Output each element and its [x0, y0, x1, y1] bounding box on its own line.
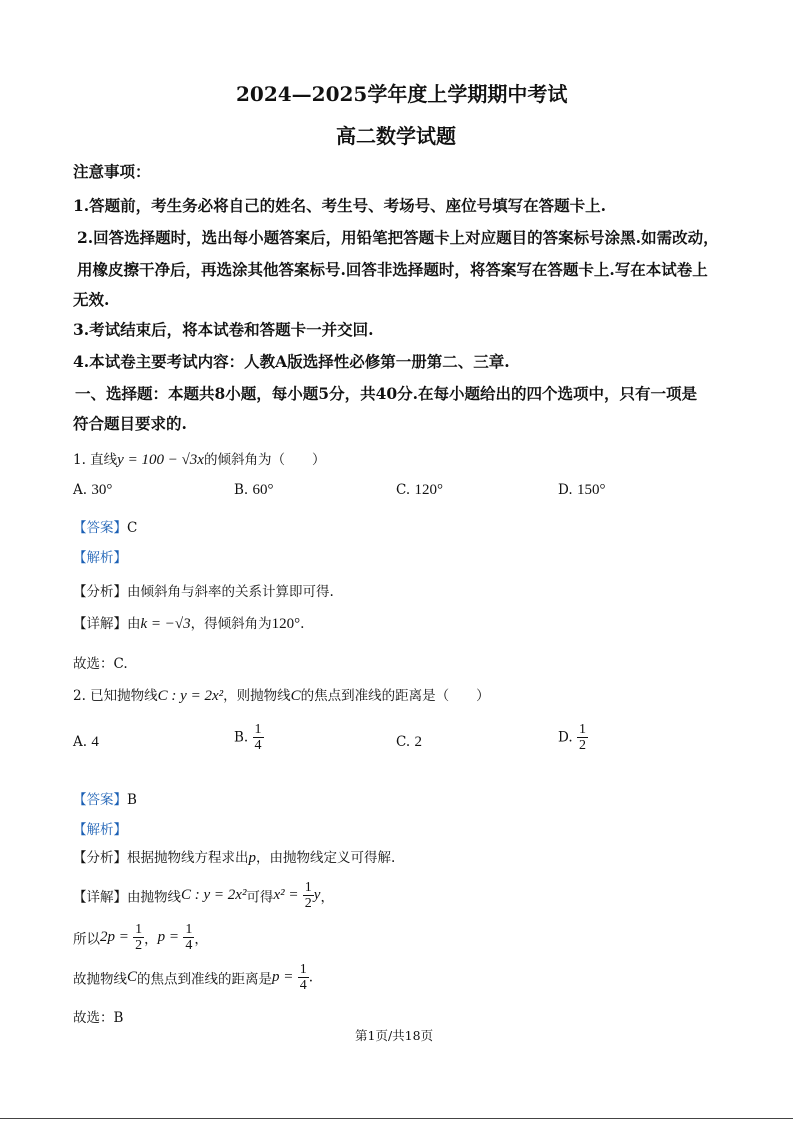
notes-heading: 注意事项：: [73, 162, 151, 181]
q2-xiangjie: 【详解】由抛物线C : y = 2x²可得x² = $\frac{1}{2}$ y，: [73, 880, 334, 911]
q1-option-d: D. 150°: [558, 482, 606, 498]
notes-item-2-line-1: 2.回答选择题时，选出每小题答案后，用铅笔把答题卡上对应题目的答案标号涂黑.如需改动，: [77, 228, 719, 247]
q1-fenxi: 【分析】由倾斜角与斜率的关系计算即可得.: [73, 584, 334, 600]
section-heading-line-2: 符合题目要求的.: [73, 414, 187, 433]
notes-item-4: 4.本试卷主要考试内容：人教A版选择性必修第一册第二、三章.: [73, 352, 510, 371]
notes-item-2-line-3: 无效.: [73, 290, 110, 309]
q2-so-fraction-2: $\frac{1}{4}$: [185, 922, 193, 953]
q2-xiangjie-fraction: $\frac{1}{2}$: [304, 880, 312, 911]
q2-option-a: A. 4: [73, 734, 99, 750]
q2-therefore-fraction: $\frac{1}{4}$: [299, 962, 307, 993]
q2-so-line: 所以2p = $\frac{1}{2}$ ，p = $\frac{1}{4}$ ，: [73, 922, 208, 953]
q1-suffix: 的倾斜角为（ ）: [203, 452, 326, 468]
notes-item-2-line-2: 用橡皮擦干净后，再选涂其他答案标号.回答非选择题时，将答案写在答题卡上.写在本试卷上: [77, 260, 708, 279]
q1-option-c: C. 120°: [396, 482, 443, 498]
q2-equation: C : y = 2x²: [157, 688, 224, 704]
q1-analysis-tag: 【解析】: [73, 550, 127, 566]
q1-option-b: B. 60°: [234, 482, 274, 498]
q1-conclusion: 故选：C.: [73, 656, 128, 672]
q2-option-c: C. 2: [396, 734, 422, 750]
q1-answer-tag: 【答案】: [73, 520, 127, 536]
notes-item-3: 3.考试结束后，将本试卷和答题卡一并交回.: [73, 320, 374, 339]
q2-option-d: D. $\frac{1}{2}$: [558, 722, 586, 753]
q2-stem: 2. 已知抛物线C : y = 2x²，则抛物线C的焦点到准线的距离是（ ）: [73, 688, 490, 704]
q1-xiangjie: 【详解】由k = −√3，得倾斜角为120°.: [73, 616, 305, 632]
q1-equation: y = 100 − √3x: [117, 452, 204, 468]
q2-option-b-fraction: $\frac{1}{4}$: [254, 722, 262, 753]
exam-subtitle: 高二数学试题: [336, 124, 456, 148]
q2-so-fraction-1: $\frac{1}{2}$: [135, 922, 143, 953]
page-footer: 第1页/共18页: [355, 1028, 434, 1043]
q2-answer: 【答案】B: [73, 792, 137, 808]
section-heading-line-1: 一、选择题：本题共8小题，每小题5分，共40分.在每小题给出的四个选项中，只有一项是: [75, 384, 698, 403]
q2-conclusion: 故选：B: [73, 1010, 124, 1026]
notes-item-1: 1.答题前，考生务必将自己的姓名、考生号、考场号、座位号填写在答题卡上.: [73, 196, 607, 215]
q1-option-a: A. 30°: [73, 482, 113, 498]
exam-title: 2024—2025学年度上学期期中考试: [236, 82, 568, 106]
q2-fenxi: 【分析】根据抛物线方程求出p，由抛物线定义可得解.: [73, 850, 396, 866]
q1-answer: 【答案】C: [73, 520, 138, 536]
q2-analysis-tag: 【解析】: [73, 822, 127, 838]
q1-stem: [73, 448, 325, 469]
page-bottom-divider: [0, 1118, 793, 1119]
q2-option-d-fraction: $\frac{1}{2}$: [578, 722, 586, 753]
q1-prefix: 1. 直线: [73, 452, 118, 468]
q2-option-b: B. $\frac{1}{4}$: [234, 722, 262, 753]
q2-therefore-line: 故抛物线C的焦点到准线的距离是p = $\frac{1}{4}$ .: [73, 962, 313, 993]
